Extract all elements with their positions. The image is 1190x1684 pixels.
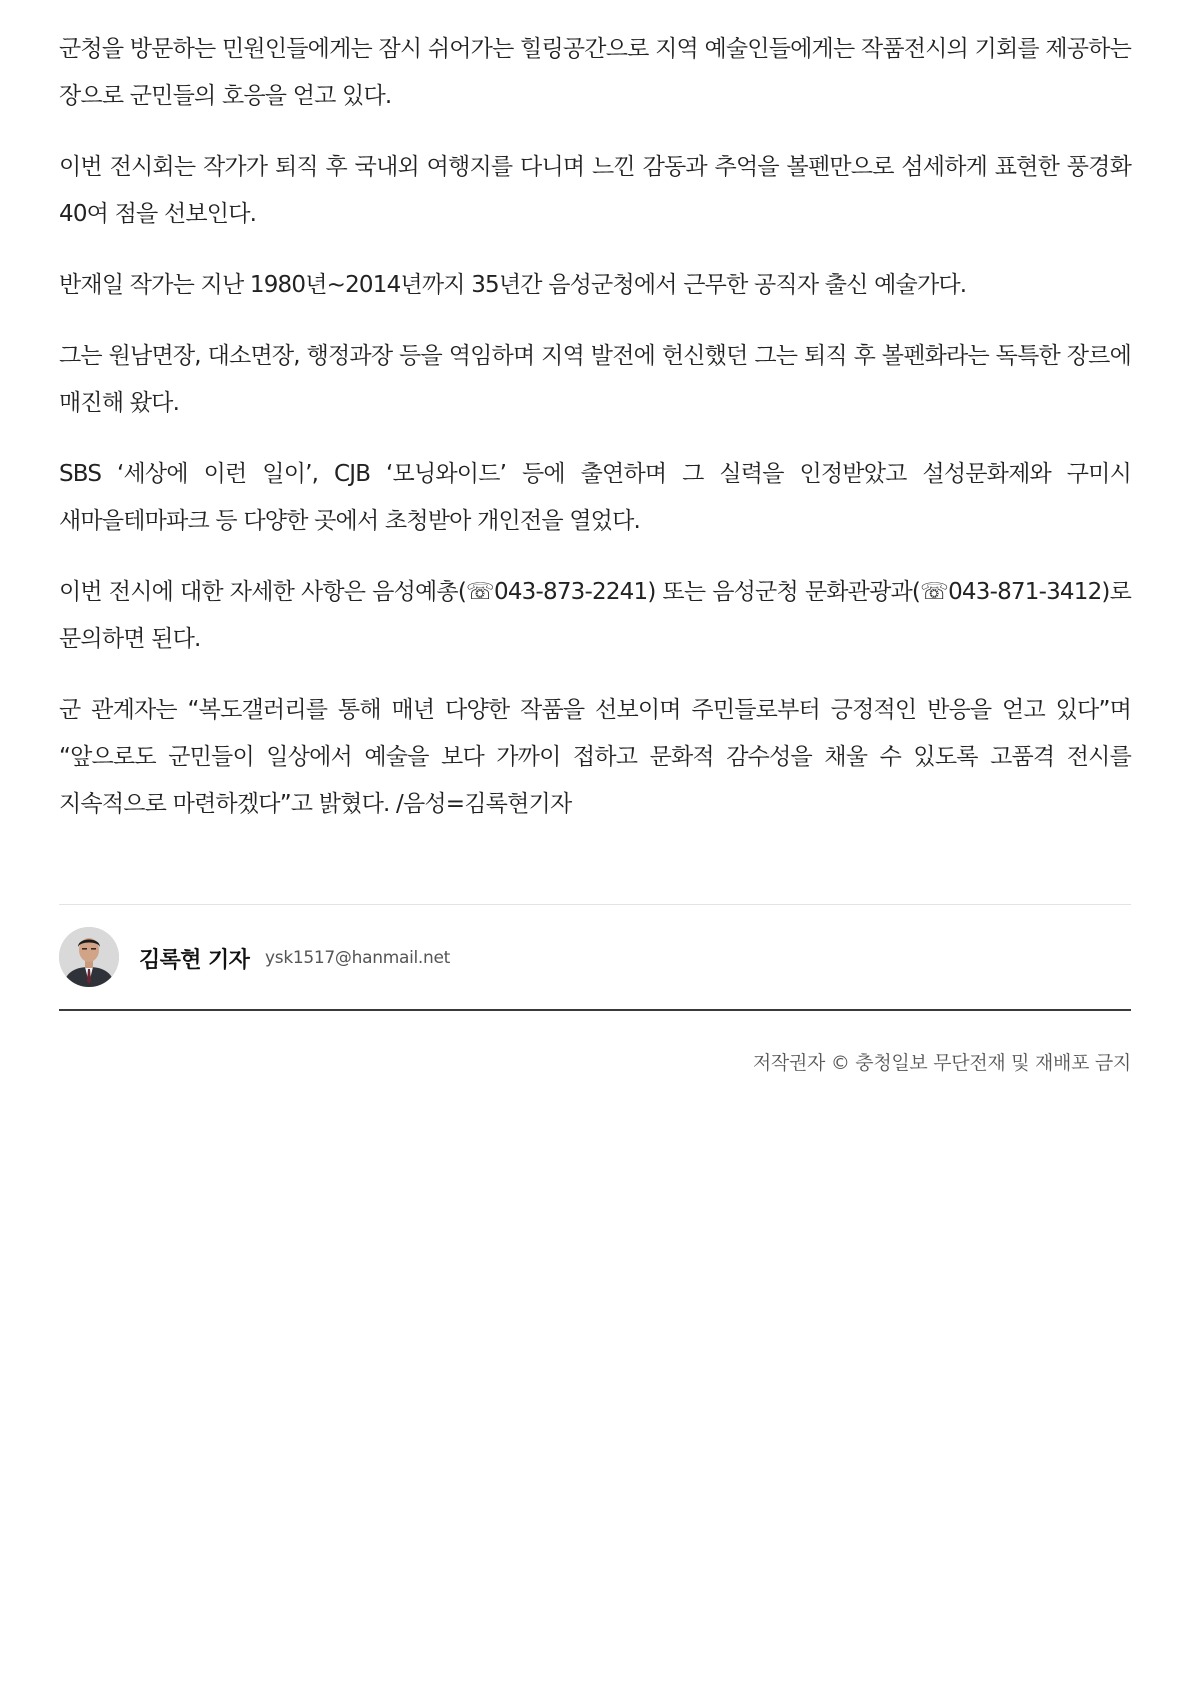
article-paragraph: 이번 전시에 대한 자세한 사항은 음성예총(☏043-873-2241) 또는 음성군청 문화관광과(☏043-871-3412)로 문의하면 된다. <box>59 579 1131 652</box>
article-paragraph: 군청을 방문하는 민원인들에게는 잠시 쉬어가는 힐링공간으로 지역 예술인들에게는 작품전시의 기회를 제공하는 장으로 군민들의 호응을 얻고 있다. <box>59 36 1131 109</box>
article-paragraph: 군 관계자는 “복도갤러리를 통해 매년 다양한 작품을 선보이며 주민들로부터 긍정적인 반응을 얻고 있다”며 “앞으로도 군민들이 일상에서 예술을 보다 가까이 접하고 문화적 감수성을 채울 수 있도록 고품격 전시를 지속적으로 마련하겠다”고 밝혔다. /음성=김록현기자 <box>59 697 1131 817</box>
article-body <box>59 26 1131 852</box>
reporter-name[interactable]: 김록현 기자 <box>139 948 250 973</box>
reporter-byline <box>59 904 1131 1011</box>
reporter-avatar[interactable] <box>59 927 119 987</box>
copyright-notice: 저작권자 © 충청일보 무단전재 및 재배포 금지 <box>752 1052 1131 1074</box>
article-paragraph: 반재일 작가는 지난 1980년~2014년까지 35년간 음성군청에서 근무한 공직자 출신 예술가다. <box>59 272 967 298</box>
article-paragraph: SBS ‘세상에 이런 일이’, CJB ‘모닝와이드’ 등에 출연하며 그 실력을 인정받았고 설성문화제와 구미시 새마을테마파크 등 다양한 곳에서 초청받아 개인전을 열었다. <box>59 461 1131 534</box>
article-paragraph: 이번 전시회는 작가가 퇴직 후 국내외 여행지를 다니며 느낀 감동과 추억을 볼펜만으로 섬세하게 표현한 풍경화 40여 점을 선보인다. <box>59 154 1131 227</box>
reporter-email[interactable]: ysk1517@hanmail.net <box>265 948 451 968</box>
article-paragraph: 그는 원남면장, 대소면장, 행정과장 등을 역임하며 지역 발전에 헌신했던 그는 퇴직 후 볼펜화라는 독특한 장르에 매진해 왔다. <box>59 343 1131 416</box>
